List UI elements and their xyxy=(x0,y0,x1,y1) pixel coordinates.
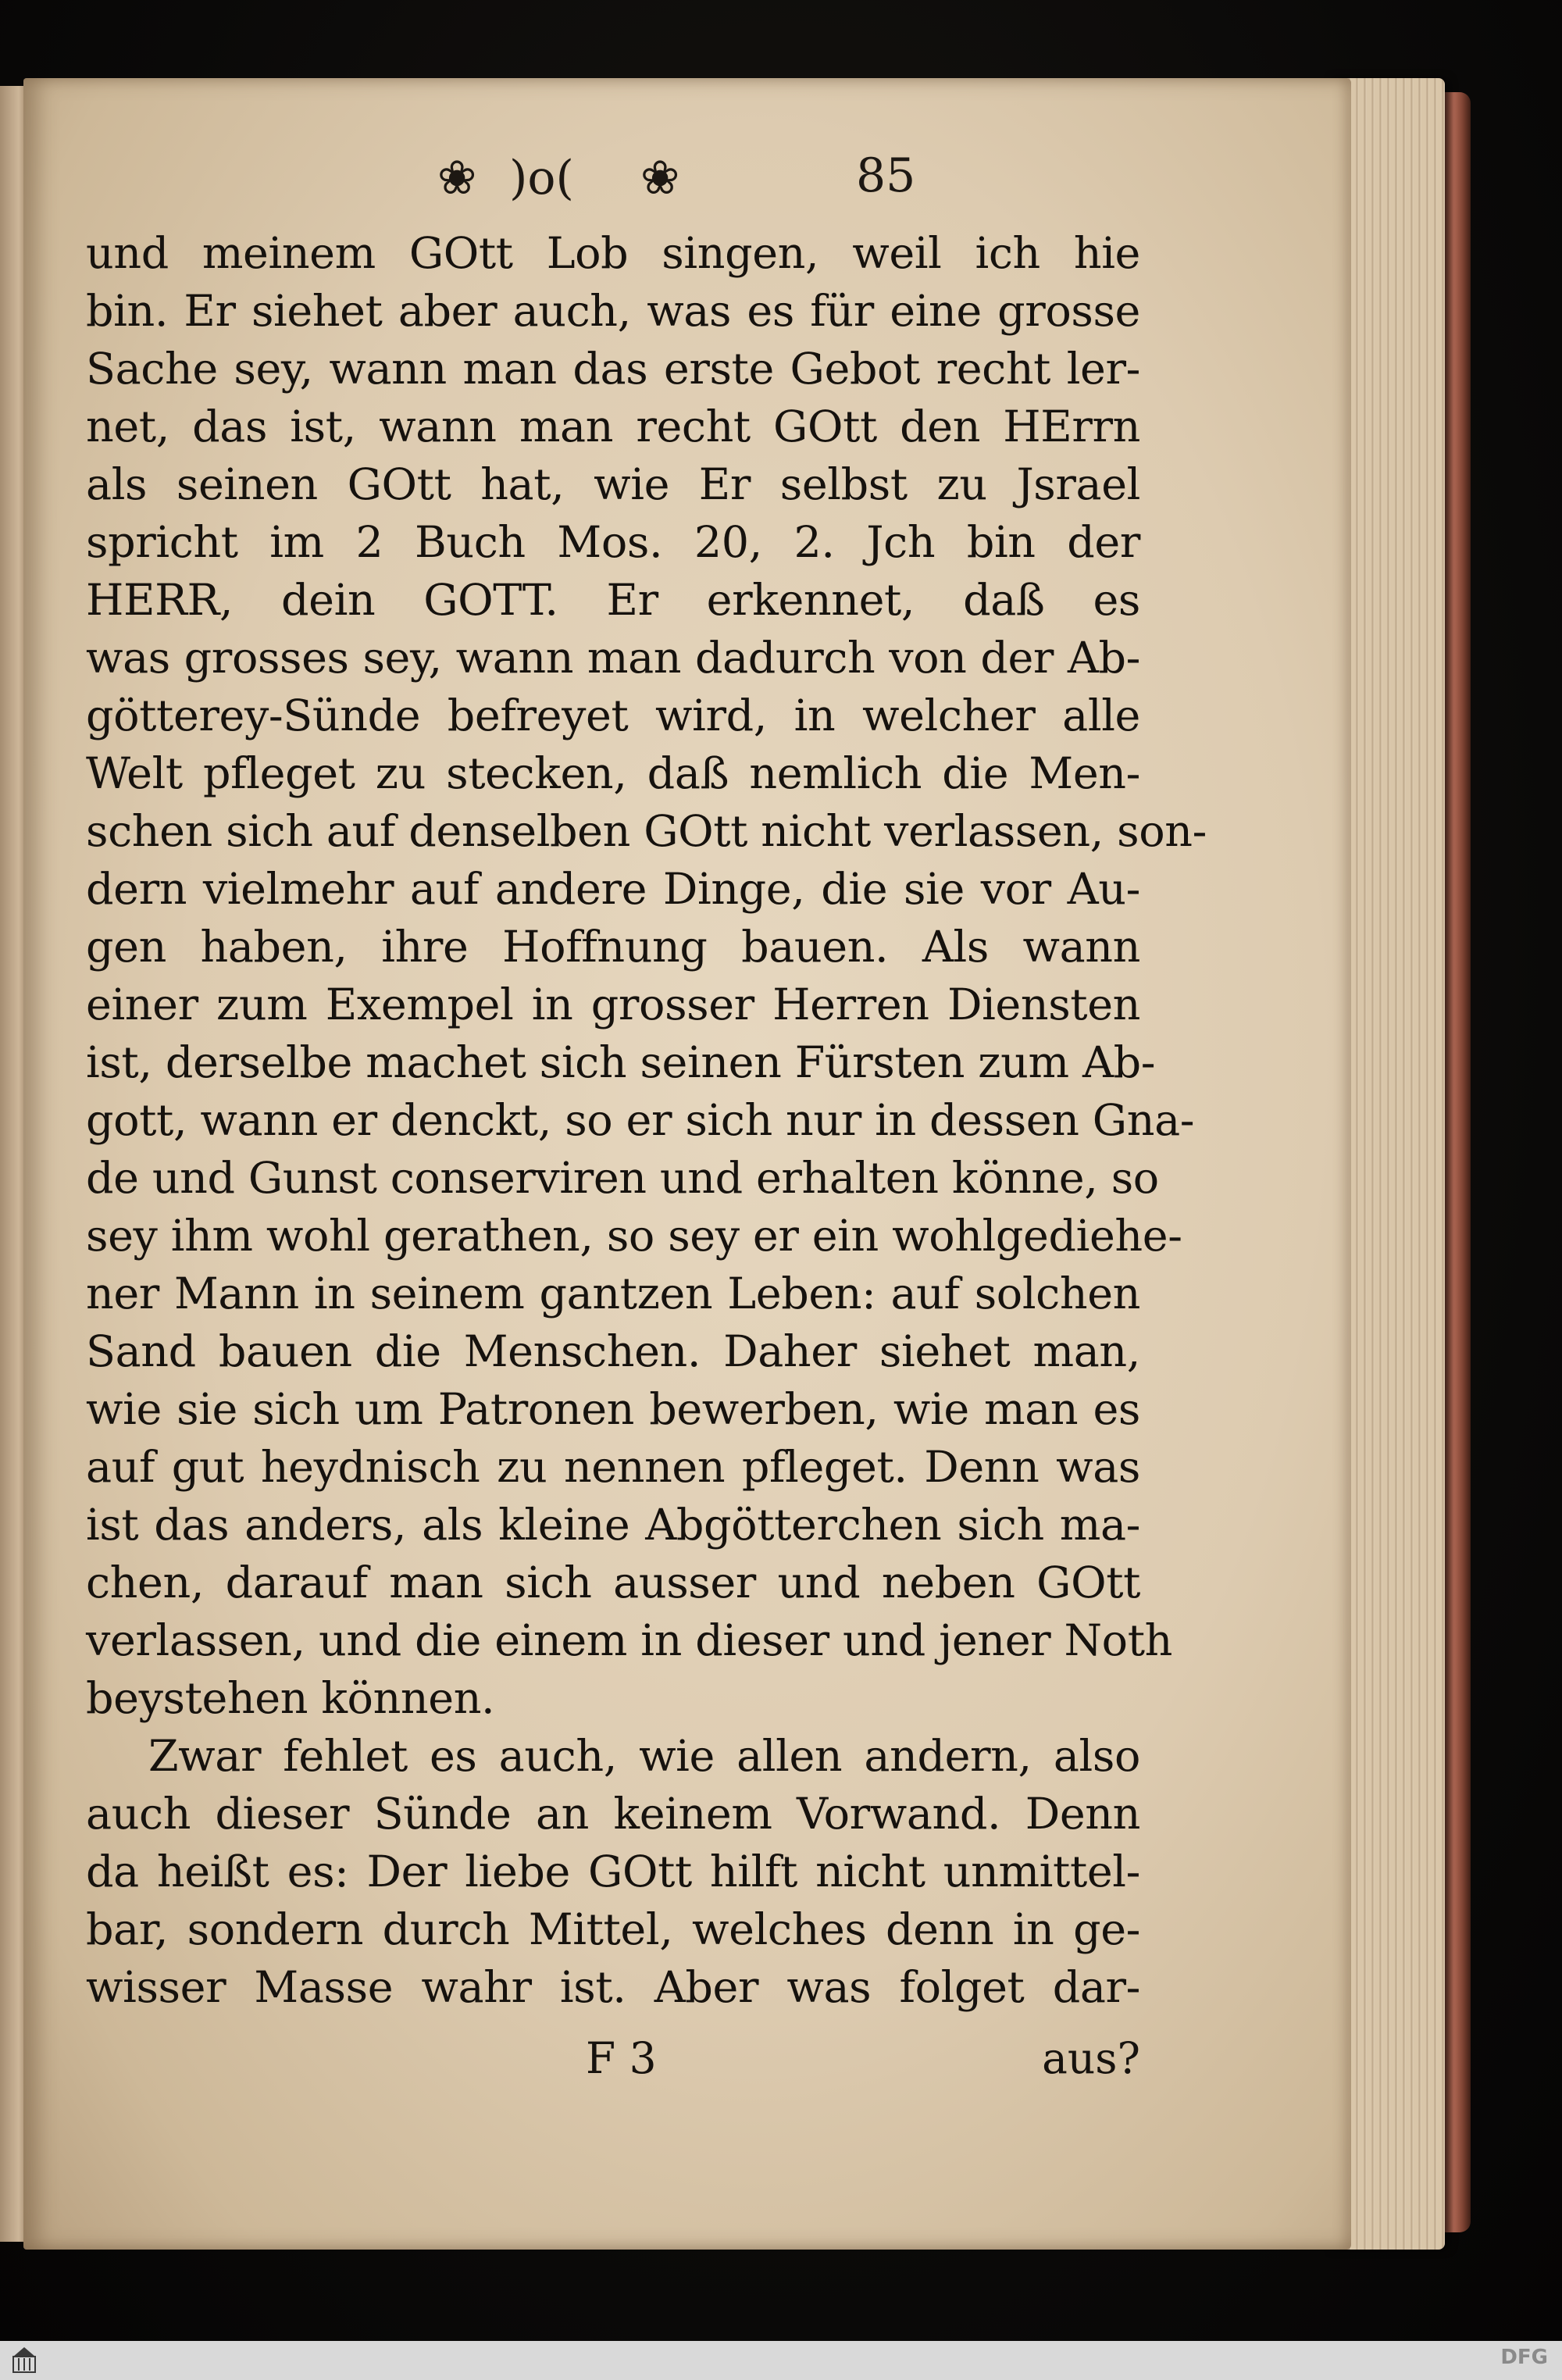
text-line: bin. Er siehet aber auch, was es für eine grosse xyxy=(86,286,1140,337)
text-line: verlassen, und die einem in dieser und jener Noth xyxy=(86,1615,1172,1666)
flower-ornament-icon: ❀ xyxy=(640,151,680,205)
text-line: dern vielmehr auf andere Dinge, die sie vor Au- xyxy=(86,864,1140,915)
header-center-ornament: )o( xyxy=(509,151,574,205)
text-line: sey ihm wohl gerathen, so sey er ein wohlgediehe- xyxy=(86,1211,1182,1261)
text-line: was grosses sey, wann man dadurch von der Ab- xyxy=(86,633,1140,683)
text-line: Sand bauen die Menschen. Daher siehet man, xyxy=(86,1326,1140,1377)
page-number: 85 xyxy=(856,148,916,203)
text-line: HERR, dein GOTT. Er erkennet, daß es xyxy=(86,575,1140,626)
text-line: und meinem GOtt Lob singen, weil ich hie xyxy=(86,228,1140,279)
catchword: aus? xyxy=(1042,2033,1140,2083)
text-line: als seinen GOtt hat, wie Er selbst zu Jsrael xyxy=(86,459,1140,510)
text-line: chen, darauf man sich ausser und neben GOtt xyxy=(86,1558,1140,1608)
text-line: ner Mann in seinem gantzen Leben: auf solchen xyxy=(86,1269,1140,1319)
text-line: Sache sey, wann man das erste Gebot recht ler- xyxy=(86,344,1140,394)
text-line: wisser Masse wahr ist. Aber was folget dar- xyxy=(86,1962,1140,2013)
viewer-footer-bar xyxy=(0,2341,1562,2380)
text-line: net, das ist, wann man recht GOtt den HErrn xyxy=(86,401,1140,452)
text-line: beystehen können. xyxy=(86,1673,495,1724)
text-line: gott, wann er denckt, so er sich nur in dessen Gna- xyxy=(86,1095,1195,1146)
text-line: gen haben, ihre Hoffnung bauen. Als wann xyxy=(86,922,1140,972)
text-line: da heißt es: Der liebe GOtt hilft nicht unmittel- xyxy=(86,1847,1140,1897)
text-line: einer zum Exempel in grosser Herren Diensten xyxy=(86,979,1140,1030)
text-line: wie sie sich um Patronen bewerben, wie man es xyxy=(86,1384,1140,1435)
body-text xyxy=(86,225,1207,2017)
running-header xyxy=(437,147,1125,217)
text-line: auf gut heydnisch zu nennen pfleget. Denn was xyxy=(86,1442,1140,1493)
page-footer xyxy=(86,2029,1140,2087)
flower-ornament-icon: ❀ xyxy=(437,151,477,205)
text-line: spricht im 2 Buch Mos. 20, 2. Jch bin der xyxy=(86,517,1140,568)
signature-mark: F 3 xyxy=(586,2033,657,2083)
text-line: auch dieser Sünde an keinem Vorwand. Denn xyxy=(86,1789,1140,1839)
text-line: götterey-Sünde befreyet wird, in welcher alle xyxy=(86,690,1140,741)
text-line: de und Gunst conserviren und erhalten könne, so xyxy=(86,1153,1159,1204)
text-line: ist das anders, als kleine Abgötterchen sich ma- xyxy=(86,1500,1140,1550)
text-line: schen sich auf denselben GOtt nicht verlassen, son- xyxy=(86,806,1207,857)
library-logo-icon xyxy=(11,2346,37,2375)
paragraph-start-line: Zwar fehlet es auch, wie allen andern, also xyxy=(148,1731,1140,1782)
text-line: ist, derselbe machet sich seinen Fürsten zum Ab- xyxy=(86,1037,1156,1088)
text-line: bar, sondern durch Mittel, welches denn in ge- xyxy=(86,1904,1140,1955)
text-line: Welt pfleget zu stecken, daß nemlich die Men- xyxy=(86,748,1140,799)
dfg-label: DFG xyxy=(1500,2346,1548,2369)
